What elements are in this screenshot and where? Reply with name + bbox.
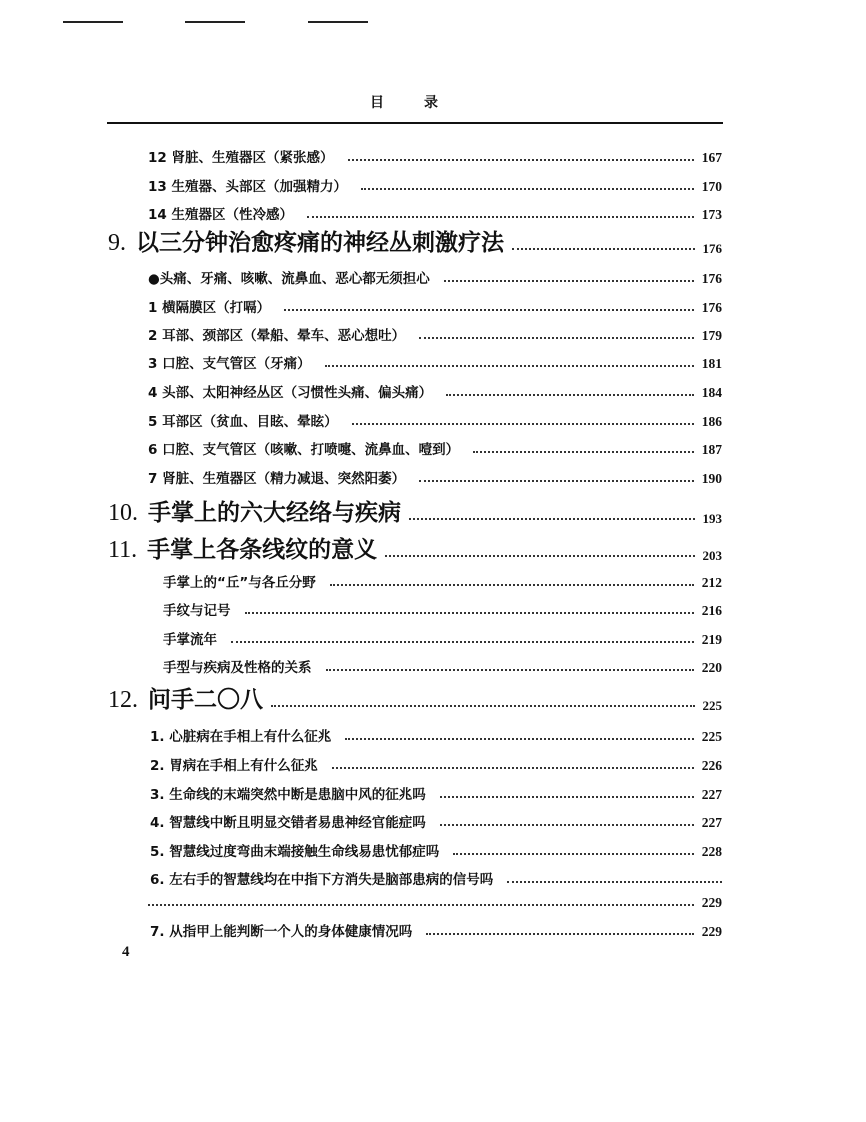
- dot-leader: [326, 669, 694, 671]
- toc-entry[interactable]: [148, 322, 722, 344]
- dot-leader: [385, 555, 694, 557]
- dot-leader: [473, 451, 694, 453]
- page-number: 190: [701, 471, 722, 486]
- page-number: 176: [702, 241, 722, 256]
- toc-entry[interactable]: [150, 752, 722, 774]
- page-number: 203: [702, 548, 722, 563]
- entry-title: 手型与疾病及性格的关系: [163, 660, 312, 676]
- page-number: 227: [701, 787, 722, 802]
- toc-entry[interactable]: [163, 597, 722, 619]
- dot-leader: [348, 159, 694, 161]
- dot-leader: [453, 853, 694, 855]
- decorative-line: [185, 21, 245, 23]
- entry-title: 4. 智慧线中断且明显交错者易患神经官能症吗: [150, 815, 426, 831]
- entry-title: 2 耳部、颈部区（晕船、晕车、恶心想吐）: [148, 328, 406, 344]
- toc-chapter[interactable]: [108, 497, 722, 527]
- page-number: 225: [701, 729, 722, 744]
- page-number: 179: [701, 328, 722, 343]
- chapter-title: 手掌上各条线纹的意义: [147, 537, 378, 563]
- page-number: 181: [701, 356, 722, 371]
- dot-leader: [284, 309, 694, 311]
- decorative-line: [308, 21, 368, 23]
- dot-leader: [507, 881, 722, 883]
- toc-entry[interactable]: [150, 723, 722, 745]
- page-number: 170: [701, 179, 722, 194]
- toc-entry[interactable]: [163, 654, 722, 676]
- toc-chapter[interactable]: [108, 227, 722, 257]
- entry-title: 手掌流年: [163, 632, 217, 648]
- dot-leader: [245, 612, 694, 614]
- toc-entry[interactable]: [150, 781, 722, 803]
- entry-title: 1. 心脏病在手相上有什么征兆: [150, 729, 332, 745]
- entry-title: ●头痛、牙痛、咳嗽、流鼻血、恶心都无须担心: [148, 271, 430, 287]
- page-number: 184: [701, 385, 722, 400]
- entry-title: 3. 生命线的末端突然中断是患脑中风的征兆吗: [150, 787, 426, 803]
- dot-leader: [444, 280, 694, 282]
- dot-leader: [440, 824, 694, 826]
- toc-entry[interactable]: [150, 866, 730, 888]
- toc-chapter[interactable]: [108, 684, 722, 714]
- toc-entry[interactable]: [148, 465, 722, 487]
- page-folio: 4: [122, 944, 130, 960]
- page-number: 193: [702, 511, 722, 526]
- page-number: 220: [701, 660, 722, 675]
- chapter-title: 以三分钟治愈疼痛的神经丛刺激疗法: [136, 230, 504, 256]
- toc-entry[interactable]: [148, 144, 722, 166]
- decorative-line: [63, 21, 123, 23]
- chapter-number: 9.: [108, 230, 126, 256]
- toc-entry[interactable]: [150, 838, 722, 860]
- dot-leader: [325, 365, 694, 367]
- toc-entry[interactable]: [148, 379, 722, 401]
- toc-entry[interactable]: [148, 265, 722, 287]
- entry-title: 3 口腔、支气管区（牙痛）: [148, 356, 311, 372]
- toc-entry[interactable]: [150, 809, 722, 831]
- dot-leader: [446, 394, 694, 396]
- page-number: 173: [701, 207, 722, 222]
- entry-title: 手纹与记号: [163, 603, 231, 619]
- dot-leader: [426, 933, 694, 935]
- dot-leader: [409, 518, 695, 520]
- dot-leader: [307, 216, 694, 218]
- dot-leader: [352, 423, 694, 425]
- chapter-title: 手掌上的六大经络与疾病: [148, 500, 401, 526]
- entry-title: 1 横隔膜区（打嗝）: [148, 300, 271, 316]
- dot-leader: [148, 904, 694, 906]
- page-number: 187: [701, 442, 722, 457]
- entry-title: 手掌上的“丘”与各丘分野: [163, 575, 316, 591]
- dot-leader: [512, 248, 695, 250]
- toc-entry[interactable]: [150, 918, 722, 940]
- dot-leader: [271, 705, 695, 707]
- page-number: 176: [701, 271, 722, 286]
- entry-title: 6. 左右手的智慧线均在中指下方消失是脑部患病的信号吗: [150, 872, 494, 888]
- page-number: 186: [701, 414, 722, 429]
- page-number: 227: [701, 815, 722, 830]
- toc-entry[interactable]: [148, 201, 722, 223]
- page-number: 176: [701, 300, 722, 315]
- page-title: [370, 92, 440, 112]
- toc-entry[interactable]: [163, 569, 722, 591]
- page-number: 229: [701, 924, 722, 939]
- page-number: 212: [701, 575, 722, 590]
- entry-title: 7. 从指甲上能判断一个人的身体健康情况吗: [150, 924, 413, 940]
- entry-title: 13 生殖器、头部区（加强精力）: [148, 179, 347, 195]
- chapter-title: 问手二〇八: [148, 687, 263, 713]
- chapter-number: 10.: [108, 500, 138, 526]
- toc-entry[interactable]: [148, 173, 722, 195]
- entry-title: 6 口腔、支气管区（咳嗽、打喷嚏、流鼻血、噎到）: [148, 442, 460, 458]
- dot-leader: [330, 584, 694, 586]
- toc-entry[interactable]: [148, 350, 722, 372]
- entry-title: 4 头部、太阳神经丛区（习惯性头痛、偏头痛）: [148, 385, 433, 401]
- dot-leader: [345, 738, 694, 740]
- page-number: 226: [701, 758, 722, 773]
- dot-leader: [419, 480, 694, 482]
- page-number: 228: [701, 844, 722, 859]
- chapter-number: 12.: [108, 687, 138, 713]
- toc-entry[interactable]: [148, 294, 722, 316]
- page-number: 229: [701, 895, 722, 910]
- toc-entry[interactable]: [148, 436, 722, 458]
- page-number: 225: [702, 698, 722, 713]
- toc-chapter[interactable]: [108, 534, 722, 564]
- toc-entry-continuation[interactable]: [148, 889, 722, 911]
- entry-title: 5. 智慧线过度弯曲末端接触生命线易患忧郁症吗: [150, 844, 440, 860]
- entry-title: 12 肾脏、生殖器区（紧张感）: [148, 150, 334, 166]
- dot-leader: [231, 641, 694, 643]
- entry-title: 5 耳部区（贫血、目眩、晕眩）: [148, 414, 338, 430]
- title-char: 目: [370, 95, 386, 111]
- header-rule: [107, 122, 723, 124]
- page-number: 216: [701, 603, 722, 618]
- toc-entry[interactable]: [148, 408, 722, 430]
- page-number: 219: [701, 632, 722, 647]
- chapter-number: 11.: [108, 537, 138, 563]
- title-char: 录: [424, 95, 440, 111]
- entry-title: 7 肾脏、生殖器区（精力减退、突然阳萎）: [148, 471, 406, 487]
- dot-leader: [419, 337, 694, 339]
- dot-leader: [361, 188, 694, 190]
- dot-leader: [440, 796, 694, 798]
- page-number: 167: [701, 150, 722, 165]
- entry-title: 2. 胃病在手相上有什么征兆: [150, 758, 318, 774]
- entry-title: 14 生殖器区（性冷感）: [148, 207, 293, 223]
- toc-entry[interactable]: [163, 626, 722, 648]
- dot-leader: [332, 767, 694, 769]
